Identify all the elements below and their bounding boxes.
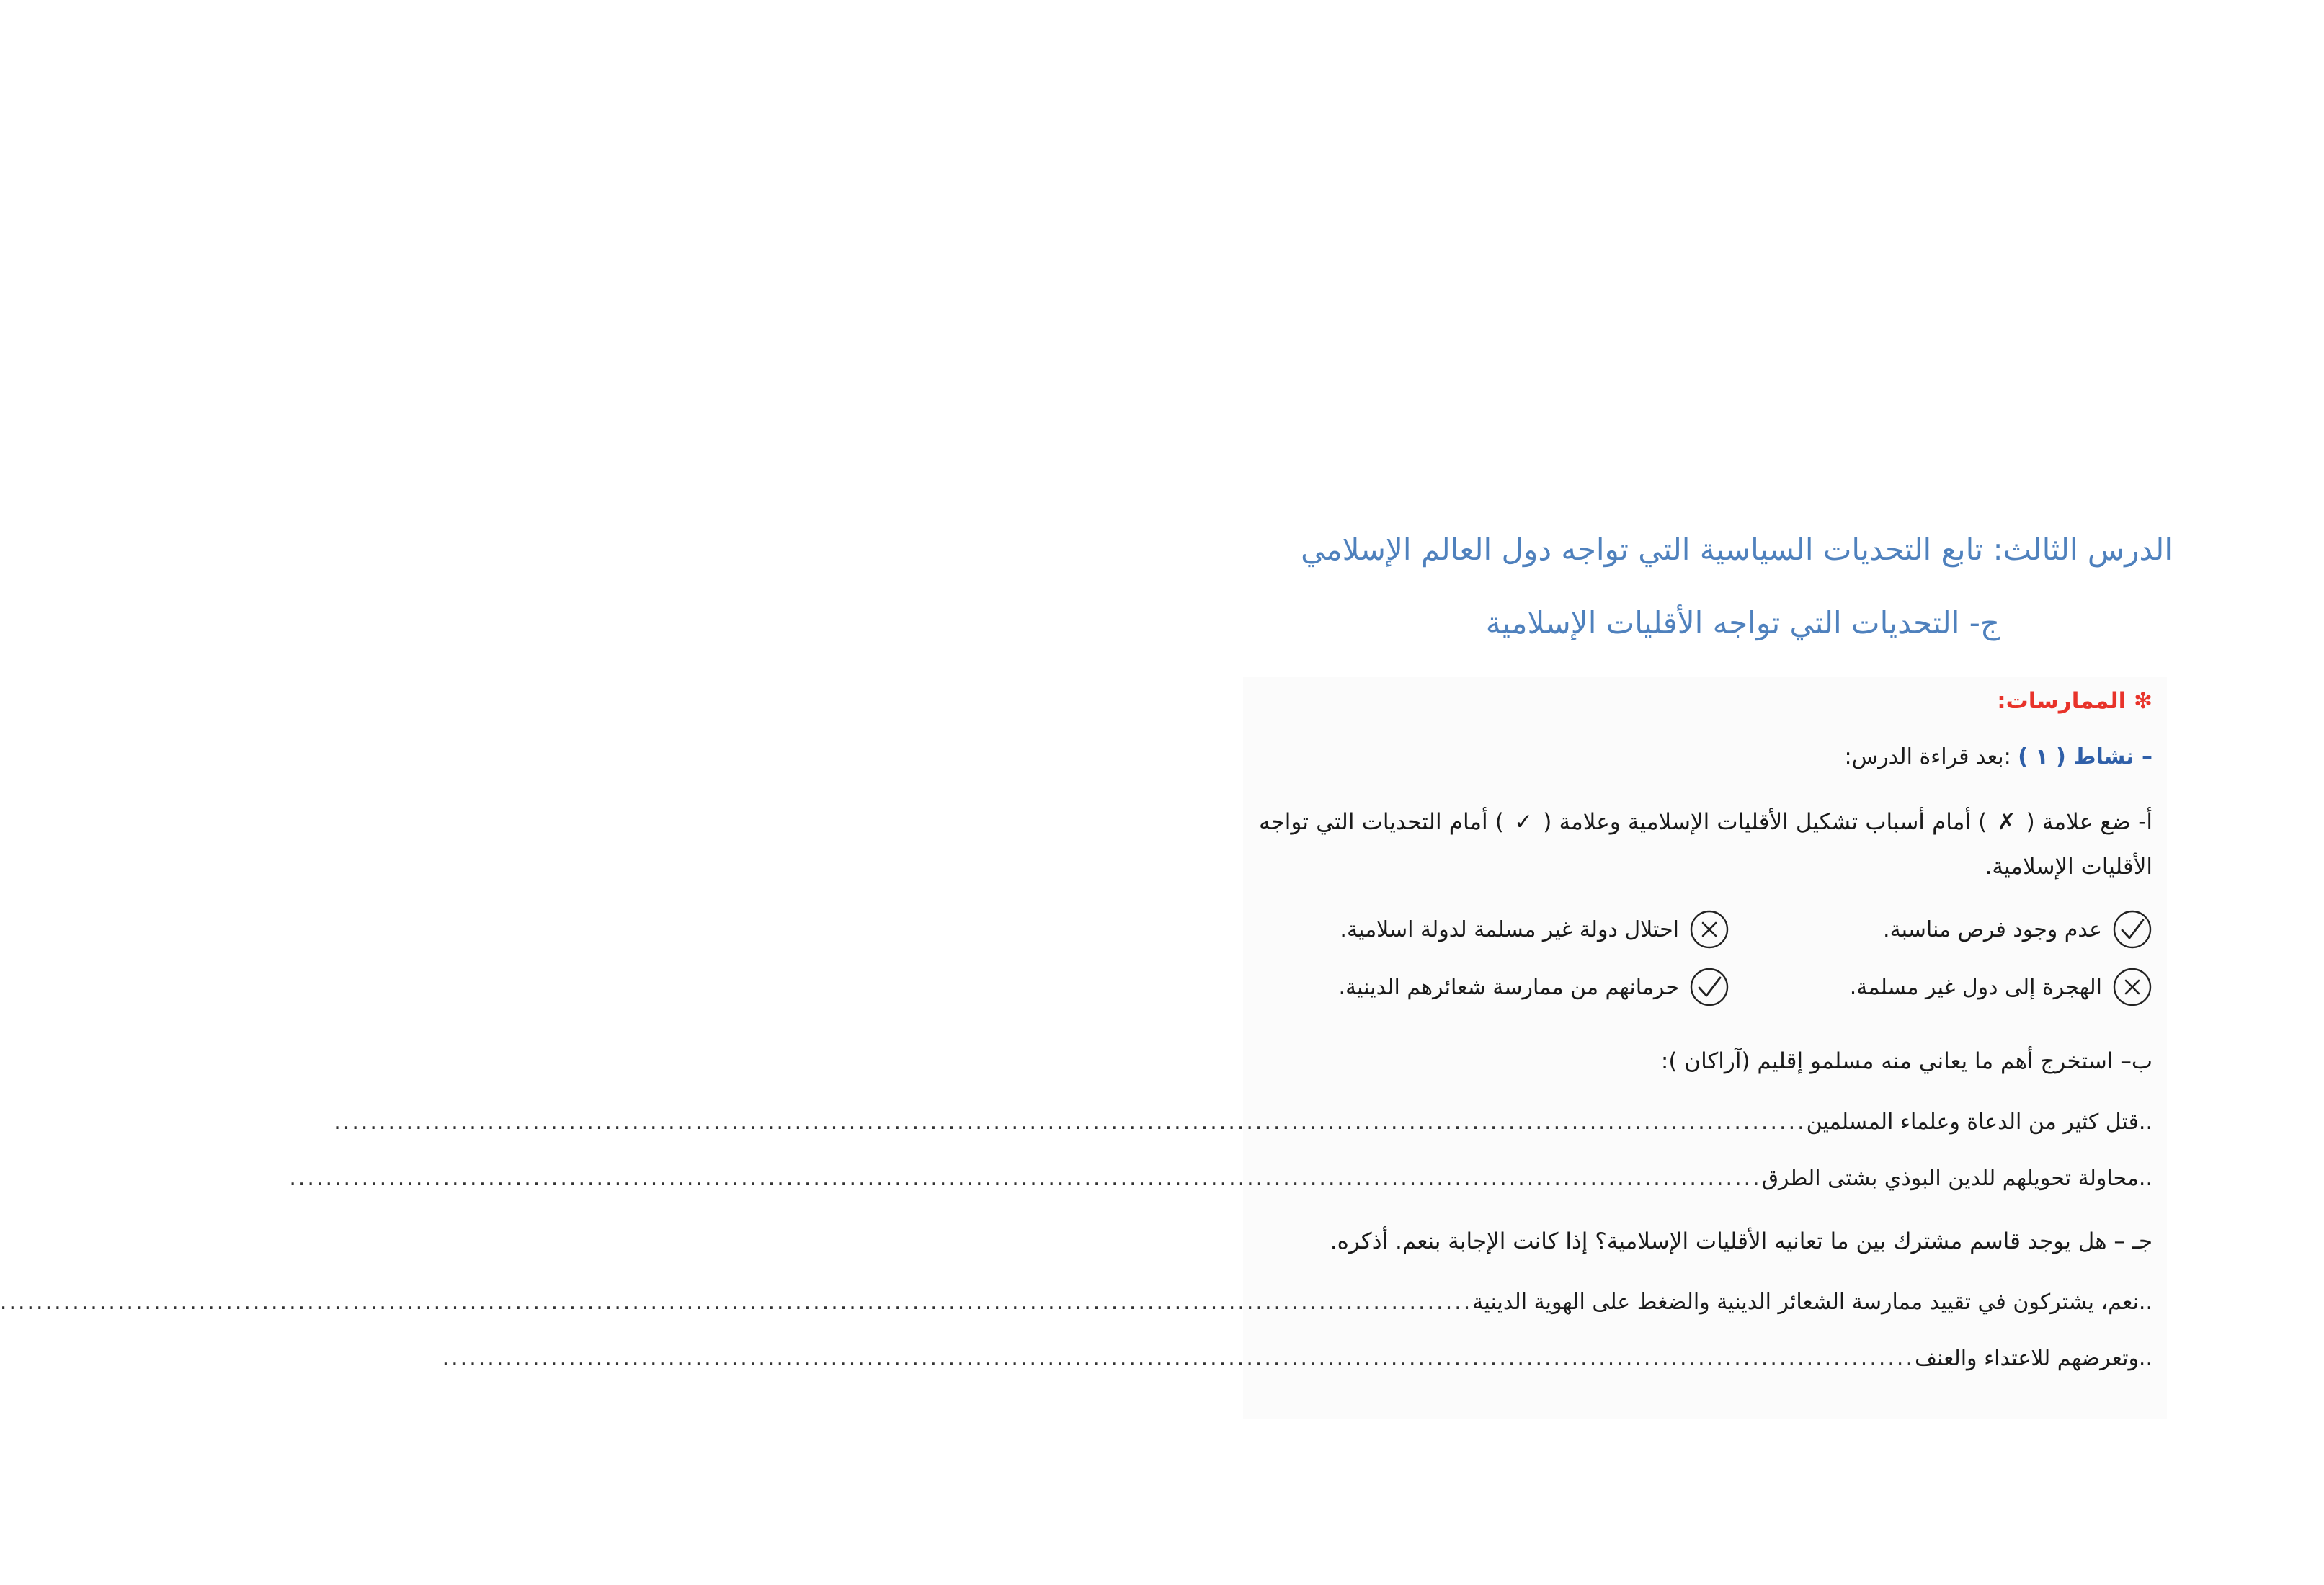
activity-label: – نشاط ( ١ ) bbox=[2018, 744, 2152, 769]
option-label: عدم وجود فرص مناسبة. bbox=[1883, 916, 2102, 942]
option-item[interactable] bbox=[1883, 909, 2152, 950]
option-item[interactable] bbox=[1340, 909, 1729, 950]
section-title: ج- التحديات التي تواجه الأقليات الإسلامية bbox=[1485, 605, 2000, 640]
dotted-line: ................................................................................................................................................................... bbox=[0, 1290, 1473, 1315]
question-c: جـ – هل يوجد قاسم مشترك بين ما تعانيه الأقليات الإسلامية؟ إذا كانت الإجابة بنعم. أذكره. bbox=[1330, 1228, 2152, 1254]
answer-text: ..نعم، يشتركون في تقييد ممارسة الشعائر الدينية والضغط على الهوية الدينية bbox=[1472, 1290, 2152, 1315]
answer-line[interactable] bbox=[334, 1110, 2152, 1135]
x-mark-icon: ✗ bbox=[1997, 809, 2016, 835]
question-a-part3: ) أمام التحديات التي تواجه الأقليات الإسلامية. bbox=[1259, 809, 2152, 880]
crossed-circle-icon[interactable] bbox=[1689, 909, 1729, 950]
checked-circle-icon[interactable] bbox=[1689, 967, 1729, 1007]
option-label: الهجرة إلى دول غير مسلمة. bbox=[1849, 974, 2102, 1000]
activity-line bbox=[1844, 744, 2152, 769]
answer-line[interactable] bbox=[289, 1166, 2152, 1191]
question-a-part1: أ- ضع علامة ( bbox=[2026, 809, 2153, 835]
activity-text: :بعد قراءة الدرس: bbox=[1844, 744, 2011, 769]
dotted-line: ................................................................................................................................................................... bbox=[442, 1346, 1915, 1371]
answer-text: ..قتل كثير من الدعاة وعلماء المسلمين bbox=[1806, 1110, 2152, 1135]
option-item[interactable] bbox=[1339, 967, 1730, 1007]
option-item[interactable] bbox=[1850, 967, 2152, 1007]
crossed-circle-icon[interactable] bbox=[2112, 967, 2152, 1007]
answer-text: ..محاولة تحويلهم للدين البوذي بشتى الطرق bbox=[1761, 1166, 2152, 1191]
option-label: احتلال دولة غير مسلمة لدولة اسلامية. bbox=[1340, 916, 1679, 942]
answer-line[interactable] bbox=[0, 1290, 2152, 1315]
lesson-title: الدرس الثالث: تابع التحديات السياسية التي تواجه دول العالم الإسلامي bbox=[1301, 532, 2173, 567]
check-mark-icon: ✓ bbox=[1514, 809, 1533, 835]
answer-line[interactable] bbox=[442, 1346, 2152, 1371]
practices-heading: ❇ الممارسات: bbox=[1997, 688, 2152, 714]
answer-text: ..وتعرضهم للاعتداء والعنف bbox=[1915, 1346, 2152, 1371]
question-b: ب– استخرج أهم ما يعاني منه مسلمو إقليم (آراكان ): bbox=[1660, 1048, 2152, 1074]
question-a bbox=[1259, 800, 2152, 889]
option-label: حرمانهم من ممارسة شعائرهم الدينية. bbox=[1338, 974, 1679, 1000]
dotted-line: ................................................................................................................................................................... bbox=[289, 1166, 1762, 1191]
question-a-part2: ) أمام أسباب تشكيل الأقليات الإسلامية وعلامة ( bbox=[1543, 809, 1987, 835]
checked-circle-icon[interactable] bbox=[2112, 909, 2152, 950]
dotted-line: ................................................................................................................................................................... bbox=[334, 1110, 1807, 1135]
